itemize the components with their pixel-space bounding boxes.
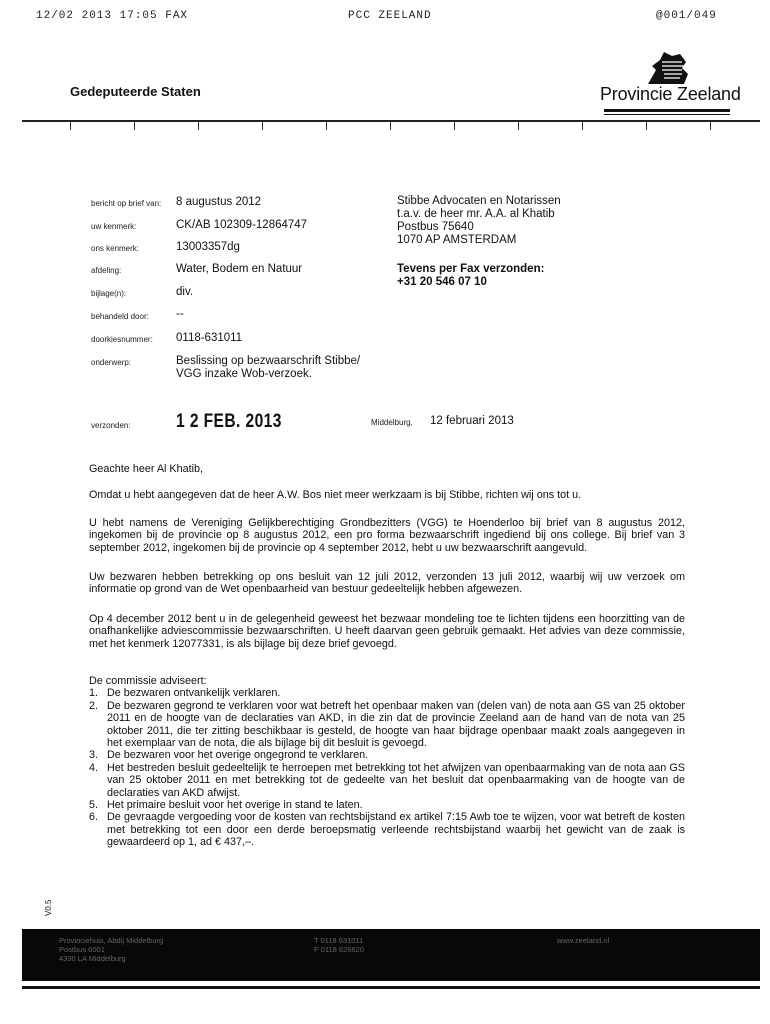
value-behandeld: -- [176, 308, 184, 320]
advice-number: 1. [89, 687, 99, 700]
value-afdeling: Water, Bodem en Natuur [176, 263, 303, 275]
address-line1: Stibbe Advocaten en Notarissen [397, 195, 561, 207]
header-rule [22, 120, 760, 122]
fax-notice-label: Tevens per Fax verzonden: [397, 263, 545, 275]
brand-underline [604, 109, 730, 112]
advice-item [89, 799, 685, 811]
advice-item [89, 687, 685, 699]
label-bericht: bericht op brief van: [91, 199, 162, 208]
footer-fax: F 0118 626620 [314, 945, 364, 954]
footer-website: www.zeeland.nl [557, 936, 610, 945]
advice-section [89, 675, 685, 849]
rule-tick [710, 122, 711, 130]
paragraph-1: Omdat u hebt aangegeven dat de heer A.W. Bos niet meer werkzaam is bij Stibbe, richten wij ons tot u. [89, 489, 582, 501]
advice-number: 6. [89, 811, 99, 824]
version-mark: V0.5 [44, 899, 53, 916]
footer-address-3: 4330 LA Middelburg [59, 954, 126, 963]
fax-page-number: @001/049 [656, 10, 717, 22]
province-lion-logo [642, 50, 692, 86]
stamp-verzonden-date: 1 2 FEB. 2013 [176, 411, 282, 432]
advice-text: De gevraagde vergoeding voor de kosten van rechtsbijstand ex artikel 7:15 Awb toe te wijzen, voor wat betreft de kosten met betrekking tot een door een derde beroepsmatig verleende rechtsbijstand waarbij het gewicht van de zaak is gewaardeerd op 1, ad € 437,–. [107, 811, 685, 849]
label-ons-kenmerk: ons kenmerk: [91, 244, 140, 253]
advice-number: 2. [89, 699, 99, 712]
label-uw-kenmerk: uw kenmerk: [91, 222, 137, 231]
fax-sender: PCC ZEELAND [348, 10, 432, 22]
advice-item [89, 762, 685, 799]
brand-underline-thin [604, 114, 730, 115]
advice-number: 5. [89, 799, 99, 812]
value-bijlage: div. [176, 286, 194, 298]
rule-tick [518, 122, 519, 130]
salutation: Geachte heer Al Khatib, [89, 463, 204, 475]
advice-number: 3. [89, 749, 99, 762]
advice-text: De bezwaren gegrond te verklaren voor wat betreft het openbaar maken van (delen van) de nota aan GS van 25 oktober 2011 en de hoogte van de declaraties van AKD, in die zin dat de provincie Zeeland aan de hand van de nota van 25 oktober 2011, die ter zitting beschikbaar is gesteld, de hoogte van haar bijdrage openbaar maakt zoals aangegeven in het exemplaar van de nota, die als bijlage bij dit besluit is gevoegd. [107, 699, 685, 750]
address-line2: t.a.v. de heer mr. A.A. al Khatib [397, 208, 555, 220]
fax-datetime: 12/02 2013 17:05 FAX [36, 10, 189, 22]
advice-intro: De commissie adviseert: [89, 675, 207, 687]
rule-tick [646, 122, 647, 130]
footer-bar [22, 929, 760, 981]
rule-tick [198, 122, 199, 130]
province-brand-name: Provincie Zeeland [600, 84, 741, 104]
letterhead-title: Gedeputeerde Staten [70, 84, 201, 99]
value-letter-date: 12 februari 2013 [430, 415, 514, 427]
advice-list [89, 687, 685, 848]
bottom-rule [22, 986, 760, 989]
rule-tick [454, 122, 455, 130]
rule-tick [70, 122, 71, 130]
advice-number: 4. [89, 761, 99, 774]
advice-item [89, 749, 685, 761]
paragraph-3: Uw bezwaren hebben betrekking op ons besluit van 12 juli 2012, verzonden 13 juli 2012, waarbij wij uw verzoek om informatie op grond van de Wet openbaarheid van bestuur gedeeltelijk hebben afgewezen. [89, 571, 685, 596]
paragraph-2: U hebt namens de Vereniging Gelijkberechtiging Grondbezitters (VGG) te Hoenderloo bij brief van 8 augustus 2012, ingekomen bij de provincie op 8 augustus 2012, een pro forma bezwaarschrift ingediend bij ons college. Bij brief van 3 september 2012, ingekomen bij de provincie op 4 september 2012, hebt u uw bezwaarschrift aangevuld. [89, 517, 685, 554]
advice-item [89, 700, 685, 750]
label-doorkies: doorkiesnummer: [91, 335, 153, 344]
advice-text: De bezwaren ontvankelijk verklaren. [107, 687, 281, 700]
advice-text: Het bestreden besluit gedeeltelijk te herroepen met betrekking tot het afwijzen van openbaarmaking van de nota aan GS van 25 oktober 2011 en met betrekking tot de gedeelte van het besluit dat openbaarmaking van de hoogte van de declaraties van AKD afwijst. [107, 761, 685, 799]
label-behandeld: behandeld door: [91, 312, 149, 321]
rule-tick [582, 122, 583, 130]
footer-address-2: Postbus 6001 [59, 945, 105, 954]
address-line4: 1070 AP AMSTERDAM [397, 234, 517, 246]
value-doorkies: 0118-631011 [176, 332, 243, 344]
advice-item [89, 811, 685, 848]
label-afdeling: afdeling: [91, 266, 122, 275]
advice-text: De bezwaren voor het overige ongegrond te verklaren. [107, 749, 369, 762]
rule-tick [390, 122, 391, 130]
footer-address-1: Provinciehuis, Abdij Middelburg [59, 936, 164, 945]
address-line3: Postbus 75640 [397, 221, 474, 233]
label-verzonden: verzonden: [91, 421, 131, 430]
value-ons-kenmerk: 13003357dg [176, 241, 240, 253]
label-middelburg: Middelburg, [371, 418, 413, 427]
value-onderwerp-line1: Beslissing op bezwaarschrift Stibbe/ [176, 355, 361, 367]
value-uw-kenmerk: CK/AB 102309-12864747 [176, 219, 308, 231]
label-bijlage: bijlage(n): [91, 289, 127, 298]
value-bericht: 8 augustus 2012 [176, 196, 262, 208]
value-onderwerp-line2: VGG inzake Wob-verzoek. [176, 368, 312, 380]
advice-text: Het primaire besluit voor het overige in stand te laten. [107, 799, 363, 812]
rule-tick [134, 122, 135, 130]
footer-phone: T 0118 631011 [314, 936, 364, 945]
paragraph-4: Op 4 december 2012 bent u in de gelegenheid geweest het bezwaar mondeling toe te lichten tijdens een hoorzitting van de onafhankelijke adviescommissie bezwaarschriften. U heeft daarvan geen gebruik gemaakt. Het advies van deze commissie, met het kenmerk 12077331, is als bijlage bij deze brief gevoegd. [89, 613, 685, 650]
fax-notice-number: +31 20 546 07 10 [397, 276, 487, 288]
label-onderwerp: onderwerp: [91, 358, 132, 367]
rule-tick [326, 122, 327, 130]
rule-tick [262, 122, 263, 130]
